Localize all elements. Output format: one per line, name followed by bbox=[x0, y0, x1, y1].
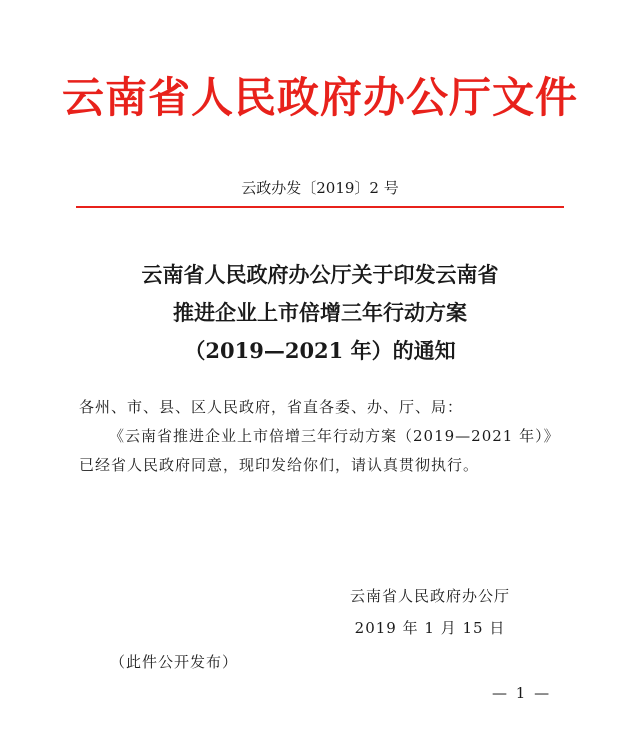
document-number: 云政办发〔2019〕2 号 bbox=[241, 179, 399, 197]
issue-date: 2019 年 1 月 15 日 bbox=[354, 619, 506, 637]
notice-title-line-2: 推进企业上市倍增三年行动方案 bbox=[173, 300, 467, 325]
notice-body bbox=[79, 393, 569, 480]
notice-title-line-1: 云南省人民政府办公厅关于印发云南省 bbox=[141, 262, 499, 287]
notice-title bbox=[0, 256, 640, 370]
red-divider-line bbox=[76, 206, 564, 208]
issuer-name: 云南省人民政府办公厅 bbox=[349, 587, 510, 605]
signature-block bbox=[330, 580, 530, 644]
salutation: 各州、市、县、区人民政府，省直各委、办、厅、局： bbox=[79, 398, 464, 416]
document-header-title: 云南省人民政府办公厅文件 bbox=[61, 73, 578, 122]
page-number: — 1 — bbox=[492, 684, 552, 702]
release-note: （此件公开发布） bbox=[110, 653, 239, 671]
notice-title-line-3: （2019—2021 年）的通知 bbox=[184, 338, 456, 363]
body-paragraph: 《云南省推进企业上市倍增三年行动方案（2019—2021 年）》已经省人民政府同意，现印发给你们，请认真贯彻执行。 bbox=[79, 427, 560, 474]
